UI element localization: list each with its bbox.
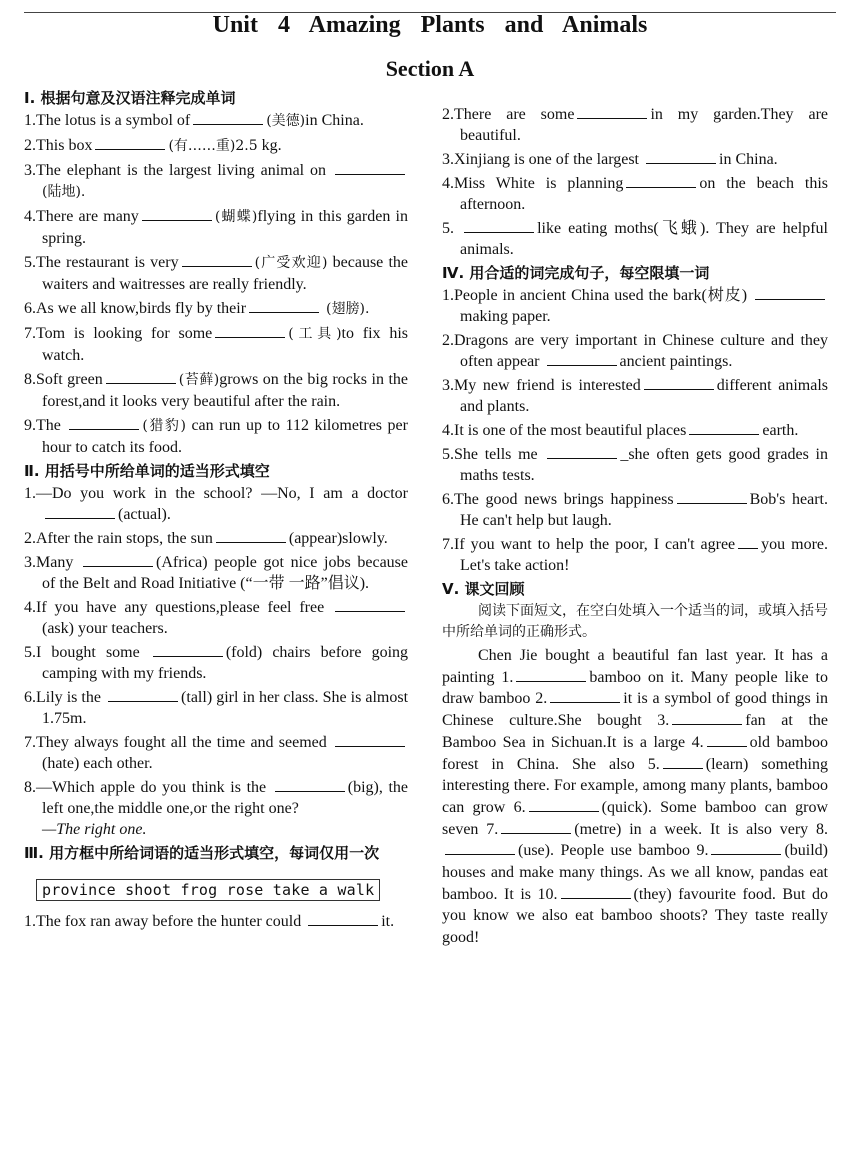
answer-blank[interactable]	[249, 298, 319, 313]
answer-blank[interactable]	[142, 206, 212, 221]
cloze-passage: Chen Jie bought a beautiful fan last year. It has a painting 1. bamboo on it. Many people like to draw bamboo 2. it is a symbol of good things in Chinese culture.She bought 3. fan at the Bamboo Sea in Sichuan.It is a large 4. old bamboo forest in China. She also 5. (learn) something interesting there. For example, among many plants, bamboo can grow 6. (quick). Some bamboo can grow seven 7. (metre) in a week. It is also very 8.(use). People use bamboo 9. (build) houses and make many things. As we all know, pandas eat bamboo. It is 10. (they) favourite food. But do you know we also eat bamboo shoots? They taste really good!	[442, 647, 829, 947]
s4-item-1: 1.People in ancient China used the bark(树皮) making paper.	[442, 285, 828, 327]
s2-item-6: 6.Lily is the (tall) girl in her class. She is almost 1.75m.	[24, 689, 409, 727]
answer-blank[interactable]	[153, 642, 223, 657]
s1-item-2: 2.This box (有……重)2.5 kg.	[24, 137, 282, 154]
answer-blank[interactable]	[561, 884, 631, 899]
answer-blank[interactable]	[182, 252, 252, 267]
s1-item-7: 7.Tom is looking for some (工具)to fix his watch.	[24, 325, 409, 364]
section3-heading: Ⅲ. 用方框中所给词语的适当形式填空，每词仅用一次	[24, 844, 380, 862]
answer-blank[interactable]	[308, 911, 378, 926]
answer-blank[interactable]	[216, 528, 286, 543]
answer-blank[interactable]	[663, 754, 703, 769]
s3-item-4: 4.Miss White is planning on the beach this afternoon.	[442, 175, 828, 213]
s2-item-2: 2.After the rain stops, the sun (appear)slowly.	[24, 530, 388, 547]
s1-item-6: 6.As we all know,birds fly by their (翅膀).	[24, 300, 370, 317]
s2-item-5: 5.I bought some (fold) chairs before going camping with my friends.	[24, 644, 409, 682]
s4-item-6: 6.The good news brings happiness Bob's heart. He can't help but laugh.	[442, 491, 828, 529]
answer-blank[interactable]	[644, 375, 714, 390]
answer-blank[interactable]	[626, 173, 696, 188]
s4-item-4: 4.It is one of the most beautiful places earth.	[442, 422, 799, 439]
answer-blank[interactable]	[275, 777, 345, 792]
answer-blank[interactable]	[215, 323, 285, 338]
word-box: province shoot frog rose take a walk	[36, 879, 380, 901]
answer-blank[interactable]	[108, 687, 178, 702]
s4-item-3: 3.My new friend is interested different animals and plants.	[442, 377, 829, 415]
answer-blank[interactable]	[95, 135, 165, 150]
s3-item-3: 3.Xinjiang is one of the largest in China.	[442, 151, 778, 168]
page-title: Unit 4 Amazing Plants and Animals	[212, 12, 648, 38]
answer-blank[interactable]	[689, 420, 759, 435]
section5-instructions: 阅读下面短文，在空白处填入一个适当的词，或填入括号中所给单词的正确形式。	[442, 603, 828, 640]
section-title: Section A	[385, 56, 475, 81]
answer-blank[interactable]	[672, 710, 742, 725]
answer-blank[interactable]	[335, 597, 405, 612]
s1-item-5: 5.The restaurant is very (广受欢迎) because the waiters and waitresses are really friendly.	[24, 254, 409, 293]
answer-blank[interactable]	[69, 415, 139, 430]
s2-item-4: 4.If you have any questions,please feel free (ask) your teachers.	[24, 597, 408, 639]
answer-blank[interactable]	[547, 444, 617, 459]
answer-blank[interactable]	[550, 688, 620, 703]
answer-blank[interactable]	[501, 819, 571, 834]
s4-item-2: 2.Dragons are very important in Chinese culture and they often appear ancient paintings.	[442, 332, 828, 370]
s1-item-4: 4.There are many (蝴蝶)flying in this garden in spring.	[24, 208, 408, 247]
s1-item-1: 1.The lotus is a symbol of (美德)in China.	[24, 112, 364, 129]
s3-item-2: 2.There are some in my garden.They are beautiful.	[442, 106, 829, 144]
answer-blank[interactable]	[711, 840, 781, 855]
section4-heading: Ⅳ. 用合适的词完成句子，每空限填一词	[442, 264, 710, 282]
answer-blank[interactable]	[83, 552, 153, 567]
section5-heading: Ⅴ. 课文回顾	[442, 580, 525, 598]
s2-item-7: 7.They always fought all the time and seemed (hate) each other.	[24, 732, 408, 774]
left-column	[24, 86, 408, 935]
answer-blank[interactable]	[335, 160, 405, 175]
answer-blank[interactable]	[646, 149, 716, 164]
s3-item-1: 1.The fox ran away before the hunter could it.	[24, 913, 395, 930]
answer-blank[interactable]	[193, 110, 263, 125]
s4-item-5: 5.She tells me _she often gets good grades in maths tests.	[442, 446, 828, 484]
s1-item-9: 9.The (猎豹) can run up to 112 kilometres per hour to catch its food.	[24, 417, 408, 456]
answer-blank[interactable]	[547, 351, 617, 366]
answer-blank[interactable]	[529, 797, 599, 812]
right-column	[442, 104, 828, 949]
answer-blank[interactable]	[677, 489, 747, 504]
s3-item-5: 5. like eating moths(飞蛾). They are helpful animals.	[442, 220, 828, 258]
answer-blank[interactable]	[755, 285, 825, 300]
answer-blank[interactable]	[445, 840, 515, 855]
answer-blank[interactable]	[577, 104, 647, 119]
answer-blank[interactable]	[516, 667, 586, 682]
answer-blank[interactable]	[707, 732, 747, 747]
answer-blank[interactable]	[335, 732, 405, 747]
section1-heading: I. 根据句意及汉语注释完成单词	[24, 89, 236, 107]
s2-item-1: 1.—Do you work in the school? —No, I am a doctor(actual).	[24, 485, 408, 523]
answer-blank[interactable]	[106, 369, 176, 384]
s2-item-3: 3.Many (Africa) people got nice jobs because of the Belt and Road Initiative (“一带 一路”倡议).	[24, 554, 409, 592]
s4-item-7: 7.If you want to help the poor, I can't agree you more. Let's take action!	[442, 536, 828, 574]
answer-blank[interactable]	[464, 218, 534, 233]
s1-item-3: 3.The elephant is the largest living animal on (陆地).	[24, 160, 408, 203]
answer-blank[interactable]	[45, 504, 115, 519]
s2-item-8: 8.—Which apple do you think is the (big), the left one,the middle one,or the right one? —The right one.	[24, 779, 408, 838]
section2-heading: Ⅱ. 用括号中所给单词的适当形式填空	[24, 462, 270, 480]
answer-blank[interactable]	[738, 534, 758, 549]
s1-item-8: 8.Soft green (苔藓)grows on the big rocks in the forest,and it looks very beautiful after the rain.	[24, 371, 409, 410]
s2-item-8-answer: —The right one.	[42, 821, 147, 838]
